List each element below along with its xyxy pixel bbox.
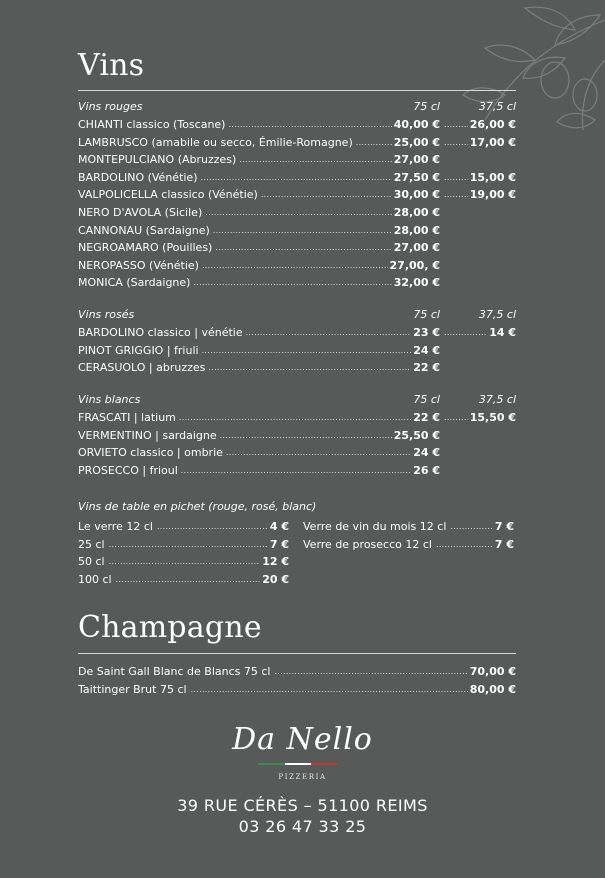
flag-white	[285, 763, 312, 765]
price-75cl: 27,00 €	[393, 153, 440, 167]
section-subtitle: Vins rouges	[78, 100, 143, 113]
column-header-37cl: 37,5 cl	[478, 308, 516, 321]
item-name: 25 cl	[78, 537, 105, 551]
wine-name: CHIANTI classico (Toscane)	[78, 118, 226, 131]
item-price: 12 €	[262, 555, 289, 569]
column-header-37cl: 37,5 cl	[478, 100, 516, 113]
price-75cl: 28,00 €	[393, 223, 440, 237]
item-name: 100 cl	[78, 572, 112, 586]
dot-leader	[239, 154, 391, 166]
price-75cl: 25,50 €	[393, 428, 440, 442]
dot-leader	[444, 412, 468, 424]
price-75cl: 27,00, €	[389, 258, 440, 272]
item-name: Verre de vin du mois 12 cl	[303, 520, 447, 533]
dot-leader	[261, 189, 392, 201]
wine-name: BARDOLINO (Vénétie)	[78, 170, 198, 184]
dot-leader	[157, 521, 268, 533]
wine-name: LAMBRUSCO (amabile ou secco, Émilie-Romagne)	[78, 135, 353, 149]
dot-leader	[179, 412, 411, 424]
section-subtitle: Vins rosés	[78, 308, 135, 321]
item-price: 7 €	[494, 537, 514, 551]
logo	[0, 722, 605, 757]
dot-leader	[444, 172, 468, 184]
dot-leader	[116, 574, 261, 586]
dot-leader	[181, 465, 411, 477]
dot-leader	[444, 137, 468, 149]
dot-leader	[246, 327, 412, 339]
dot-leader	[205, 207, 391, 219]
price-75cl: 22 €	[413, 411, 440, 424]
wine-name: CANNONAU (Sardaigne)	[78, 223, 210, 237]
dot-leader	[436, 539, 493, 551]
price-75cl: 27,50 €	[393, 170, 440, 184]
section-title-vins: Vins	[78, 48, 145, 83]
wine-name: MONICA (Sardaigne)	[78, 276, 191, 290]
wine-name: MONTEPULCIANO (Abruzzes)	[78, 153, 237, 167]
divider	[78, 90, 516, 91]
section-subtitle: Vins blancs	[78, 393, 141, 406]
logo-subtitle: PIZZERIA	[278, 773, 327, 781]
logo-text: Da Nello	[232, 722, 373, 757]
section-subtitle: Vins de table en pichet (rouge, rosé, blanc)	[78, 500, 317, 513]
dot-leader	[228, 119, 391, 131]
phone-number: 03 26 47 33 25	[238, 817, 367, 836]
price-37cl: 17,00 €	[469, 135, 516, 149]
dot-leader	[208, 362, 411, 374]
dot-leader	[109, 556, 261, 568]
price-75cl: 24 €	[413, 446, 440, 460]
price-75cl: 26 €	[413, 463, 440, 477]
price-75cl: 22 €	[413, 361, 440, 375]
wine-name: NEROPASSO (Vénétie)	[78, 258, 199, 272]
address: 39 RUE CÉRÈS – 51100 REIMS	[177, 796, 428, 815]
dot-leader	[109, 539, 268, 551]
dot-leader	[444, 119, 468, 131]
dot-leader	[356, 137, 392, 149]
price-75cl: 23 €	[413, 326, 440, 339]
price-37cl: 26,00 €	[469, 118, 516, 131]
price-37cl: 15,00 €	[469, 170, 516, 184]
wine-name: PINOT GRIGGIO | friuli	[78, 343, 199, 357]
column-header-75cl: 75 cl	[413, 393, 440, 406]
dot-leader	[213, 225, 392, 237]
price-75cl: 40,00 €	[393, 118, 440, 131]
price-75cl: 30,00 €	[393, 188, 440, 202]
price-75cl: 25,00 €	[393, 135, 440, 149]
item-name: De Saint Gall Blanc de Blancs 75 cl	[78, 665, 271, 678]
item-name: Verre de prosecco 12 cl	[303, 537, 432, 551]
dot-leader	[191, 684, 468, 696]
dot-leader	[444, 189, 468, 201]
wine-name: PROSECCO | frioul	[78, 463, 178, 477]
wine-name: FRASCATI | latium	[78, 411, 176, 424]
dot-leader	[226, 447, 411, 459]
column-header-75cl: 75 cl	[413, 308, 440, 321]
item-name: Le verre 12 cl	[78, 520, 153, 533]
wine-name: VERMENTINO | sardaigne	[78, 428, 217, 442]
item-price: 20 €	[262, 572, 289, 586]
dot-leader	[202, 260, 388, 272]
divider	[78, 653, 516, 654]
price-37cl: 14 €	[489, 326, 516, 339]
price-75cl: 32,00 €	[393, 276, 440, 290]
dot-leader	[220, 430, 392, 442]
flag-green	[258, 763, 285, 765]
wine-name: BARDOLINO classico | vénétie	[78, 326, 243, 339]
item-price: 80,00 €	[469, 682, 516, 696]
wine-name: NERO D'AVOLA (Sicile)	[78, 206, 203, 219]
section-title-champagne: Champagne	[78, 610, 262, 645]
item-name: 50 cl	[78, 555, 105, 569]
column-header-75cl: 75 cl	[413, 100, 440, 113]
price-75cl: 24 €	[413, 343, 440, 357]
wine-name: NEGROAMARO (Pouilles)	[78, 241, 213, 255]
italian-flag-stripe	[258, 763, 338, 765]
price-75cl: 27,00 €	[393, 241, 440, 255]
dot-leader	[202, 345, 412, 357]
item-name: Taittinger Brut 75 cl	[78, 682, 187, 696]
item-price: 7 €	[494, 520, 514, 533]
price-37cl: 15,50 €	[469, 411, 516, 424]
wine-name: VALPOLICELLA classico (Vénétie)	[78, 188, 258, 202]
column-header-37cl: 37,5 cl	[478, 393, 516, 406]
price-37cl: 19,00 €	[469, 188, 516, 202]
flag-red	[311, 763, 338, 765]
wine-name: CERASUOLO | abruzzes	[78, 361, 206, 375]
dot-leader	[215, 242, 391, 254]
dot-leader	[201, 172, 392, 184]
dot-leader	[450, 521, 492, 533]
dot-leader	[193, 277, 391, 289]
item-price: 70,00 €	[469, 665, 516, 678]
price-75cl: 28,00 €	[393, 206, 440, 219]
item-price: 4 €	[269, 520, 289, 533]
wine-name: ORVIETO classico | ombrie	[78, 446, 223, 460]
dot-leader	[274, 666, 467, 678]
dot-leader	[444, 327, 487, 339]
item-price: 7 €	[269, 537, 289, 551]
